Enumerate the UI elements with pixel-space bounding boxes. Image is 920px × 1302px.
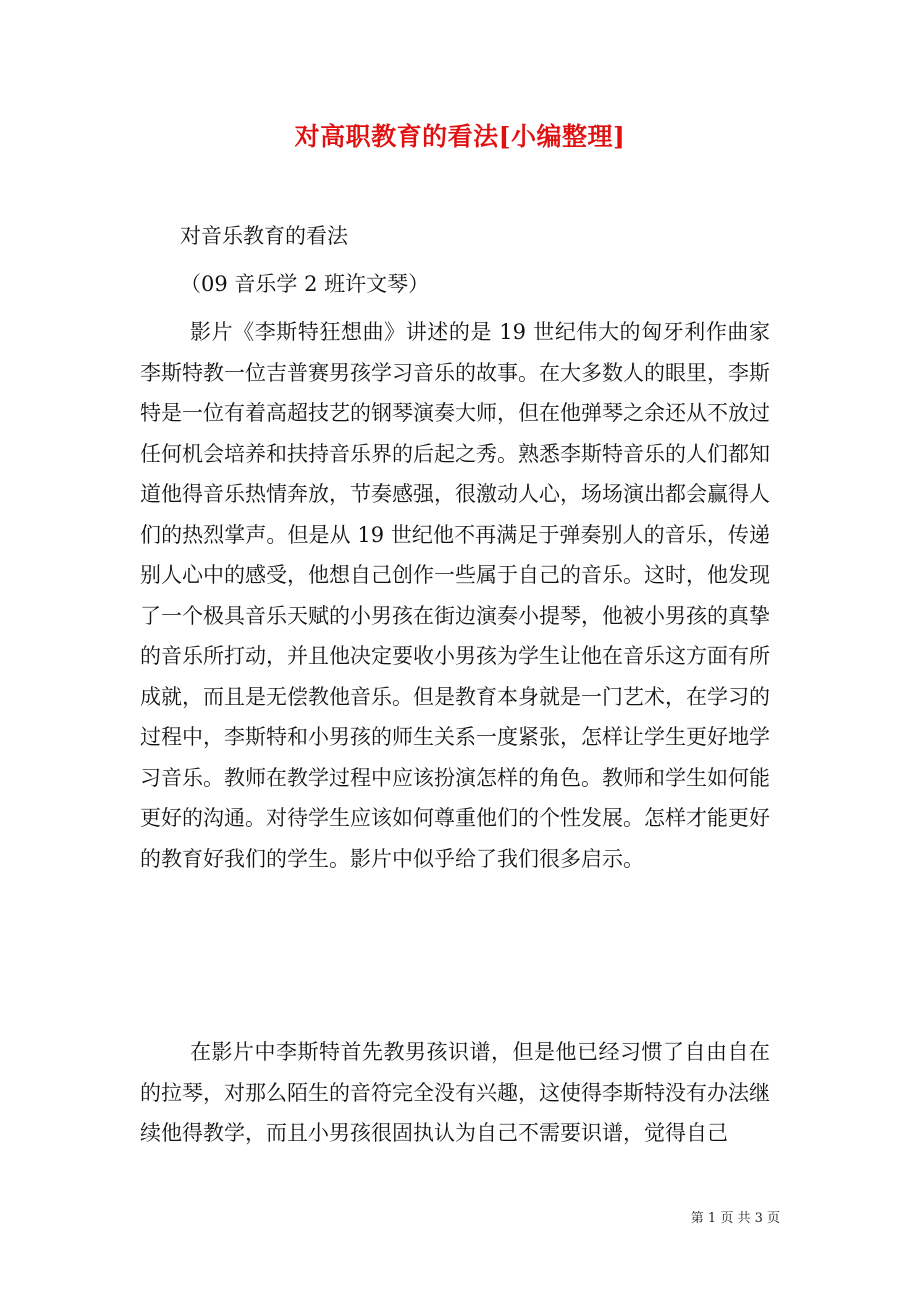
body-paragraph: 在影片中李斯特首先教男孩识谱，但是他已经习惯了自由自在的拉琴，对那么陌生的音符完全没有兴趣，这使得李斯特没有办法继续他得教学，而且小男孩很固执认为自己不需要识谱，觉得自己 [140, 1040, 770, 1145]
document-title: 对高职教育的看法[小编整理] [294, 122, 626, 151]
body-paragraph: 影片《李斯特狂想曲》讲述的是 19 世纪伟大的匈牙利作曲家李斯特教一位吉普赛男孩学习音乐的故事。在大多数人的眼里，李斯特是一位有着高超技艺的钢琴演奏大师，但在他弹琴之余还从不放过任何机会培养和扶持音乐界的后起之秀。熟悉李斯特音乐的人们都知道他得音乐热情奔放，节奏感强，很激动人心，场场演出都会赢得人们的热烈掌声。但是从 19 世纪他不再满足于弹奏别人的音乐，传递别人心中的感受，他想自己创作一些属于自己的音乐。这时，他发现了一个极具音乐天赋的小男孩在街边演奏小提琴，他被小男孩的真挚的音乐所打动，并且他决定要收小男孩为学生让他在音乐这方面有所成就，而且是无偿教他音乐。但是教育本身就是一门艺术，在学习的过程中，李斯特和小男孩的师生关系一度紧张，怎样让学生更好地学习音乐。教师在教学过程中应该扮演怎样的角色。教师和学生如何能更好的沟通。对待学生应该如何尊重他们的个性发展。怎样才能更好的教育好我们的学生。影片中似乎给了我们很多启示。 [140, 320, 770, 871]
document-subtitle: 对音乐教育的看法 [180, 224, 348, 248]
author-line: （09 音乐学 2 班许文琴） [180, 272, 430, 296]
page-number: 第 1 页 共 3 页 [690, 1211, 780, 1226]
